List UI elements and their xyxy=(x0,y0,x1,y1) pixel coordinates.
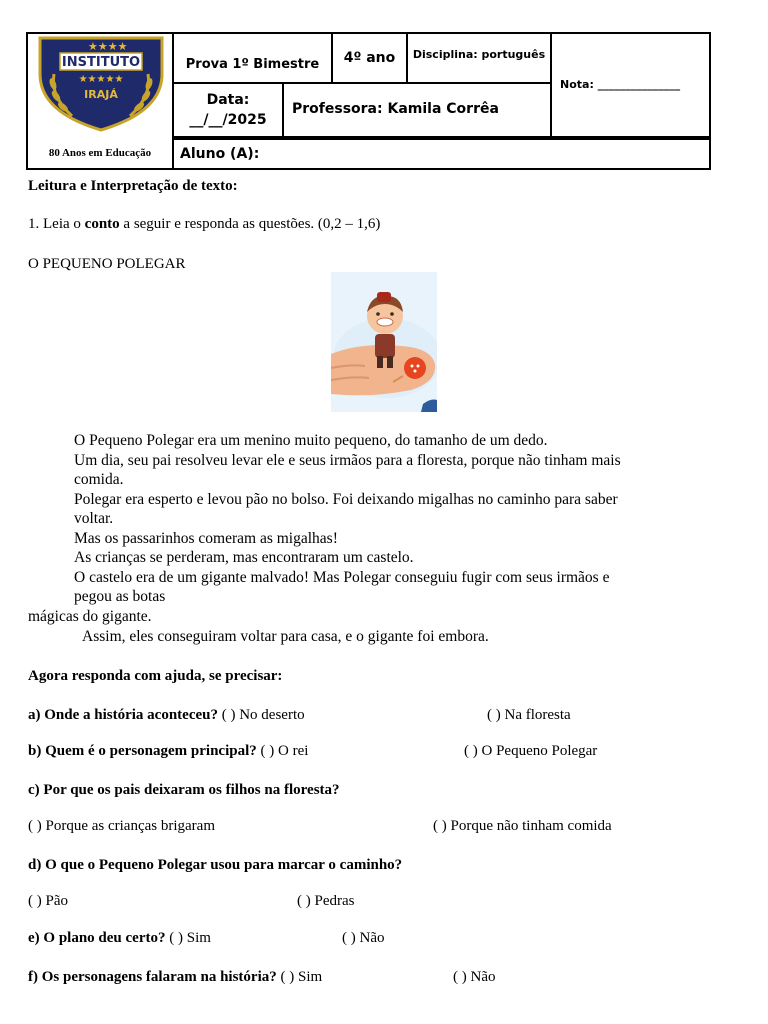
question-f-option-2[interactable]: ( ) Não xyxy=(453,969,496,985)
story-line: Um dia, seu pai resolveu levar ele e seus irmãos para a floresta, porque não tinham mais xyxy=(74,451,621,469)
subject-label: Disciplina: português xyxy=(408,34,552,84)
date-field[interactable] xyxy=(174,84,284,138)
story-end: Assim, eles conseguiram voltar para casa, e o gigante foi embora. xyxy=(82,628,489,645)
question-c-option-1[interactable]: ( ) Porque as crianças brigaram xyxy=(28,818,216,834)
svg-text:INSTITUTO: INSTITUTO xyxy=(61,55,141,70)
question-c-option-2[interactable]: ( ) Porque não tinham comida xyxy=(433,818,612,834)
story-line: comida. xyxy=(74,471,124,488)
exam-header-table xyxy=(26,32,711,170)
story-line: Mas os passarinhos comeram as migalhas! xyxy=(74,529,338,547)
date-label: Data: xyxy=(206,92,250,108)
question-f xyxy=(28,968,322,987)
svg-text:IRAJÁ: IRAJÁ xyxy=(84,88,118,101)
question-d-text: d) O que o Pequeno Polegar usou para marcar o caminho? xyxy=(28,857,403,873)
question-b-option-1[interactable]: ( ) O rei xyxy=(256,743,309,759)
question-a-option-1[interactable]: ( ) No deserto xyxy=(217,707,305,723)
story-line: pegou as botas xyxy=(74,588,166,605)
grade-label: 4º ano xyxy=(333,34,408,84)
grade-field[interactable]: Nota: _______________ xyxy=(552,34,711,138)
svg-text:★★★★★: ★★★★★ xyxy=(78,74,124,85)
question-e-option-1[interactable]: ( ) Sim xyxy=(165,930,211,946)
question-b xyxy=(28,742,308,761)
school-motto: 80 Anos em Educação xyxy=(28,136,174,170)
question-d-option-2[interactable]: ( ) Pedras xyxy=(297,893,355,909)
logo-cell xyxy=(28,34,174,136)
story-line: O Pequeno Polegar era um menino muito pequeno, do tamanho de um dedo. xyxy=(74,432,548,449)
question-e xyxy=(28,929,211,948)
question-f-text: f) Os personagens falaram na história? xyxy=(28,969,277,985)
svg-text:★★★★: ★★★★ xyxy=(88,40,128,53)
section-title: Leitura e Interpretação de texto: xyxy=(28,178,238,194)
story-title: O PEQUENO POLEGAR xyxy=(28,256,186,272)
story-tail: mágicas do gigante. xyxy=(28,608,152,625)
question-e-option-2[interactable]: ( ) Não xyxy=(342,930,385,946)
question-f-option-1[interactable]: ( ) Sim xyxy=(276,969,323,985)
question-b-text: b) Quem é o personagem principal? xyxy=(28,743,257,759)
instruction-bold: conto xyxy=(84,216,120,232)
story-line: voltar. xyxy=(74,510,114,527)
question-a-option-2[interactable]: ( ) Na floresta xyxy=(487,707,571,723)
answer-prompt: Agora responda com ajuda, se precisar: xyxy=(28,668,283,684)
instruction-pre: 1. Leia o xyxy=(28,216,85,232)
story-line: O castelo era de um gigante malvado! Mas Polegar conseguiu fugir com seus irmãos e xyxy=(74,568,610,586)
question-e-text: e) O plano deu certo? xyxy=(28,930,166,946)
instruction-line xyxy=(28,215,380,234)
question-a xyxy=(28,706,305,725)
instruction-post: a seguir e responda as questões. (0,2 – 1,6) xyxy=(119,216,381,232)
story-line: As crianças se perderam, mas encontraram um castelo. xyxy=(74,549,414,566)
question-d-option-1[interactable]: ( ) Pão xyxy=(28,893,68,909)
question-a-text: a) Onde a história aconteceu? xyxy=(28,707,218,723)
teacher-label: Professora: Kamila Corrêa xyxy=(284,84,552,138)
tom-thumb-illustration xyxy=(331,272,437,412)
exam-title: Prova 1º Bimestre xyxy=(174,34,333,84)
question-b-option-2[interactable]: ( ) O Pequeno Polegar xyxy=(464,743,598,759)
student-name-field[interactable]: Aluno (A): xyxy=(174,138,711,170)
date-value: __/__/2025 xyxy=(189,112,267,128)
school-logo xyxy=(32,34,170,132)
question-c-text: c) Por que os pais deixaram os filhos na floresta? xyxy=(28,782,340,798)
story-line: Polegar era esperto e levou pão no bolso. Foi deixando migalhas no caminho para saber xyxy=(74,490,618,508)
story-text xyxy=(74,431,724,607)
